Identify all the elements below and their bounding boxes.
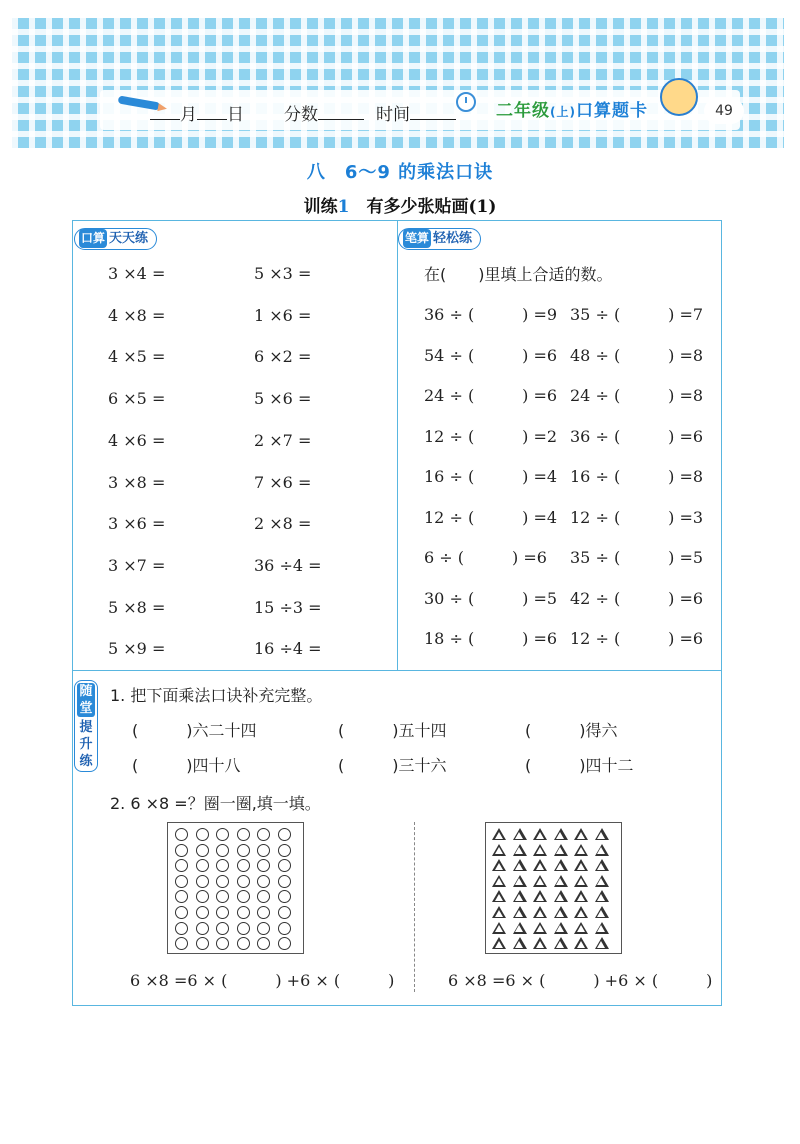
triangle-icon[interactable] xyxy=(533,906,547,918)
division-problem: 24 ÷ ( ) =8 xyxy=(570,386,704,405)
lesson-prefix: 训练 xyxy=(303,197,338,217)
division-problem: 16 ÷ ( ) =4 xyxy=(424,467,558,486)
equation-left: 6 ×8 =6 × ( ) +6 × ( ) xyxy=(130,971,395,990)
triangle-icon[interactable] xyxy=(533,890,547,902)
practice-tag-badge: 随堂 xyxy=(77,683,95,717)
circle-icon[interactable] xyxy=(257,844,270,857)
circle-icon[interactable] xyxy=(278,937,291,950)
division-problem: 16 ÷ ( ) =8 xyxy=(570,467,704,486)
division-problem: 35 ÷ ( ) =7 xyxy=(570,305,704,324)
circle-icon[interactable] xyxy=(257,875,270,888)
multiplication-rhyme-item: ( )四十八 xyxy=(132,756,241,775)
triangle-icon[interactable] xyxy=(554,844,568,856)
triangle-icon[interactable] xyxy=(595,875,609,887)
brand-grade: 二年级 xyxy=(496,101,550,121)
score-label: 分数 xyxy=(284,105,318,125)
score-blank[interactable] xyxy=(318,105,364,120)
circle-icon[interactable] xyxy=(278,859,291,872)
circle-grid[interactable] xyxy=(167,822,304,954)
multiplication-rhyme-item: ( )三十六 xyxy=(338,756,447,775)
triangle-icon[interactable] xyxy=(554,828,568,840)
circle-icon[interactable] xyxy=(196,937,209,950)
day-blank[interactable] xyxy=(197,105,227,120)
circle-icon[interactable] xyxy=(216,859,229,872)
division-problem: 24 ÷ ( ) =6 xyxy=(424,386,558,405)
oral-problem: 15 ÷3 = xyxy=(254,597,322,617)
oral-problem: 6 ×2 = xyxy=(254,347,312,367)
oral-problem: 3 ×8 = xyxy=(108,472,166,492)
written-instruction: 在( )里填上合适的数。 xyxy=(424,265,613,284)
oral-problem: 7 ×6 = xyxy=(254,472,312,492)
practice-tag-char-2: 升 xyxy=(79,737,93,752)
circle-icon[interactable] xyxy=(278,875,291,888)
time-field xyxy=(376,100,456,125)
oral-problem: 3 ×6 = xyxy=(108,514,166,534)
circle-icon[interactable] xyxy=(237,875,250,888)
dashed-divider xyxy=(414,822,415,992)
circle-icon[interactable] xyxy=(237,844,250,857)
triangle-icon[interactable] xyxy=(574,828,588,840)
oral-problem: 6 ×5 = xyxy=(108,389,166,409)
circle-icon[interactable] xyxy=(257,828,270,841)
circle-icon[interactable] xyxy=(216,922,229,935)
brand-term: (上) xyxy=(550,105,576,119)
oral-problem: 1 ×6 = xyxy=(254,305,312,325)
multiplication-rhyme-item: ( )得六 xyxy=(525,721,618,740)
circle-icon[interactable] xyxy=(175,890,188,903)
circle-icon[interactable] xyxy=(175,937,188,950)
circle-icon[interactable] xyxy=(196,844,209,857)
circle-icon[interactable] xyxy=(257,906,270,919)
triangle-icon[interactable] xyxy=(533,828,547,840)
written-tag-badge: 笔算 xyxy=(403,229,431,248)
time-blank[interactable] xyxy=(410,105,456,120)
multiplication-rhyme-item: ( )六二十四 xyxy=(132,721,257,740)
circle-icon[interactable] xyxy=(278,922,291,935)
question-2: 2. 6 ×8 =？圈一圈,填一填。 xyxy=(110,794,321,813)
division-problem: 12 ÷ ( ) =6 xyxy=(570,629,704,648)
division-problem: 35 ÷ ( ) =5 xyxy=(570,548,704,567)
circle-icon[interactable] xyxy=(216,875,229,888)
triangle-icon[interactable] xyxy=(595,937,609,949)
lesson-name: 有多少张贴画(1) xyxy=(366,197,497,217)
division-problem: 12 ÷ ( ) =2 xyxy=(424,426,558,446)
circle-icon[interactable] xyxy=(278,828,291,841)
triangle-icon[interactable] xyxy=(492,828,506,840)
triangle-icon[interactable] xyxy=(533,922,547,934)
division-problem: 36 ÷ ( ) =6 xyxy=(570,426,704,446)
circle-icon[interactable] xyxy=(196,859,209,872)
triangle-icon[interactable] xyxy=(574,890,588,902)
circle-icon[interactable] xyxy=(216,906,229,919)
written-section-tag xyxy=(398,228,481,250)
circle-icon[interactable] xyxy=(216,937,229,950)
triangle-icon[interactable] xyxy=(595,828,609,840)
triangle-grid[interactable] xyxy=(485,822,622,954)
triangle-icon[interactable] xyxy=(574,922,588,934)
month-label: 月 xyxy=(180,105,197,125)
circle-icon[interactable] xyxy=(216,844,229,857)
circle-icon[interactable] xyxy=(278,906,291,919)
oral-problem: 4 ×5 = xyxy=(108,347,166,367)
oral-problem: 2 ×8 = xyxy=(254,514,312,534)
mascot-icon xyxy=(660,78,698,116)
triangle-icon[interactable] xyxy=(595,844,609,856)
triangle-icon[interactable] xyxy=(492,875,506,887)
triangle-icon[interactable] xyxy=(574,906,588,918)
circle-icon[interactable] xyxy=(278,844,291,857)
triangle-icon[interactable] xyxy=(595,890,609,902)
clock-icon xyxy=(456,92,476,112)
division-problem: 30 ÷ ( ) =5 xyxy=(424,588,558,608)
circle-icon[interactable] xyxy=(278,890,291,903)
circle-icon[interactable] xyxy=(196,906,209,919)
circle-icon[interactable] xyxy=(175,922,188,935)
brand-title: 口算题卡 xyxy=(575,101,648,121)
triangle-icon[interactable] xyxy=(513,859,527,871)
oral-problem: 36 ÷4 = xyxy=(254,555,322,575)
triangle-icon[interactable] xyxy=(492,906,506,918)
division-problem: 48 ÷ ( ) =8 xyxy=(570,345,704,365)
division-problem: 6 ÷ ( ) =6 xyxy=(424,548,547,567)
triangle-icon[interactable] xyxy=(513,922,527,934)
triangle-icon[interactable] xyxy=(574,937,588,949)
column-divider xyxy=(397,220,398,671)
question-1: 1. 把下面乘法口诀补充完整。 xyxy=(110,686,323,705)
circle-icon[interactable] xyxy=(257,859,270,872)
lesson-title xyxy=(0,192,800,217)
written-tag-text: 轻松练 xyxy=(433,231,473,246)
division-problem: 36 ÷ ( ) =9 xyxy=(424,305,558,324)
circle-icon[interactable] xyxy=(175,906,188,919)
triangle-icon[interactable] xyxy=(595,906,609,918)
triangle-icon[interactable] xyxy=(574,859,588,871)
circle-icon[interactable] xyxy=(216,890,229,903)
triangle-icon[interactable] xyxy=(513,828,527,840)
circle-icon[interactable] xyxy=(257,922,270,935)
triangle-icon[interactable] xyxy=(595,859,609,871)
triangle-icon[interactable] xyxy=(533,844,547,856)
brand-logo xyxy=(496,96,648,121)
division-problem: 54 ÷ ( ) =6 xyxy=(424,345,558,365)
triangle-icon[interactable] xyxy=(513,937,527,949)
time-label: 时间 xyxy=(376,105,410,125)
triangle-icon[interactable] xyxy=(513,875,527,887)
oral-tag-badge: 口算 xyxy=(79,229,107,248)
day-label: 日 xyxy=(227,105,244,125)
triangle-icon[interactable] xyxy=(513,890,527,902)
circle-icon[interactable] xyxy=(196,890,209,903)
oral-problem: 16 ÷4 = xyxy=(254,639,322,659)
triangle-icon[interactable] xyxy=(533,859,547,871)
circle-icon[interactable] xyxy=(237,922,250,935)
triangle-icon[interactable] xyxy=(513,844,527,856)
lesson-number: 1 xyxy=(337,197,350,217)
triangle-icon[interactable] xyxy=(554,937,568,949)
division-problem: 12 ÷ ( ) =4 xyxy=(424,507,558,527)
circle-icon[interactable] xyxy=(175,828,188,841)
oral-section-tag xyxy=(74,228,157,250)
multiplication-rhyme-item: ( )四十二 xyxy=(525,756,634,775)
circle-icon[interactable] xyxy=(237,906,250,919)
equation-right: 6 ×8 =6 × ( ) +6 × ( ) xyxy=(448,971,713,990)
date-field xyxy=(150,100,244,125)
oral-problem: 4 ×6 = xyxy=(108,430,166,450)
triangle-icon[interactable] xyxy=(554,906,568,918)
triangle-icon[interactable] xyxy=(513,906,527,918)
circle-icon[interactable] xyxy=(237,937,250,950)
triangle-icon[interactable] xyxy=(492,890,506,902)
circle-icon[interactable] xyxy=(216,828,229,841)
triangle-icon[interactable] xyxy=(554,875,568,887)
oral-problem: 5 ×6 = xyxy=(254,389,312,409)
section-divider xyxy=(72,670,722,671)
triangle-icon[interactable] xyxy=(533,937,547,949)
triangle-icon[interactable] xyxy=(554,859,568,871)
circle-icon[interactable] xyxy=(257,890,270,903)
practice-tag-char-1: 提 xyxy=(79,720,93,735)
triangle-icon[interactable] xyxy=(533,875,547,887)
triangle-icon[interactable] xyxy=(492,937,506,949)
circle-icon[interactable] xyxy=(237,890,250,903)
page-number: 49 xyxy=(704,98,744,124)
triangle-icon[interactable] xyxy=(492,922,506,934)
division-problem: 42 ÷ ( ) =6 xyxy=(570,588,704,608)
practice-tag-char-3: 练 xyxy=(79,754,93,769)
multiplication-rhyme-item: ( )五十四 xyxy=(338,721,447,740)
month-blank[interactable] xyxy=(150,105,180,120)
triangle-icon[interactable] xyxy=(554,922,568,934)
circle-icon[interactable] xyxy=(237,859,250,872)
circle-icon[interactable] xyxy=(175,875,188,888)
triangle-icon[interactable] xyxy=(574,875,588,887)
oral-problem: 2 ×7 = xyxy=(254,430,312,450)
circle-icon[interactable] xyxy=(175,859,188,872)
triangle-icon[interactable] xyxy=(492,859,506,871)
oral-problem: 5 ×9 = xyxy=(108,639,166,659)
triangle-icon[interactable] xyxy=(574,844,588,856)
chapter-title: 八 6～9 的乘法口诀 xyxy=(306,162,494,183)
circle-icon[interactable] xyxy=(175,844,188,857)
circle-icon[interactable] xyxy=(196,922,209,935)
division-problem: 12 ÷ ( ) =3 xyxy=(570,507,704,527)
score-field xyxy=(284,100,364,125)
circle-icon[interactable] xyxy=(257,937,270,950)
circle-icon[interactable] xyxy=(237,828,250,841)
oral-problem: 3 ×4 = xyxy=(108,264,166,283)
oral-problem: 5 ×3 = xyxy=(254,264,312,283)
circle-icon[interactable] xyxy=(196,875,209,888)
oral-problem: 4 ×8 = xyxy=(108,305,166,325)
triangle-icon[interactable] xyxy=(595,922,609,934)
oral-problem: 3 ×7 = xyxy=(108,555,166,575)
practice-section-tag xyxy=(74,680,98,772)
oral-tag-text: 天天练 xyxy=(109,231,149,246)
oral-problem: 5 ×8 = xyxy=(108,597,166,617)
triangle-icon[interactable] xyxy=(492,844,506,856)
division-problem: 18 ÷ ( ) =6 xyxy=(424,629,558,648)
triangle-icon[interactable] xyxy=(554,890,568,902)
circle-icon[interactable] xyxy=(196,828,209,841)
